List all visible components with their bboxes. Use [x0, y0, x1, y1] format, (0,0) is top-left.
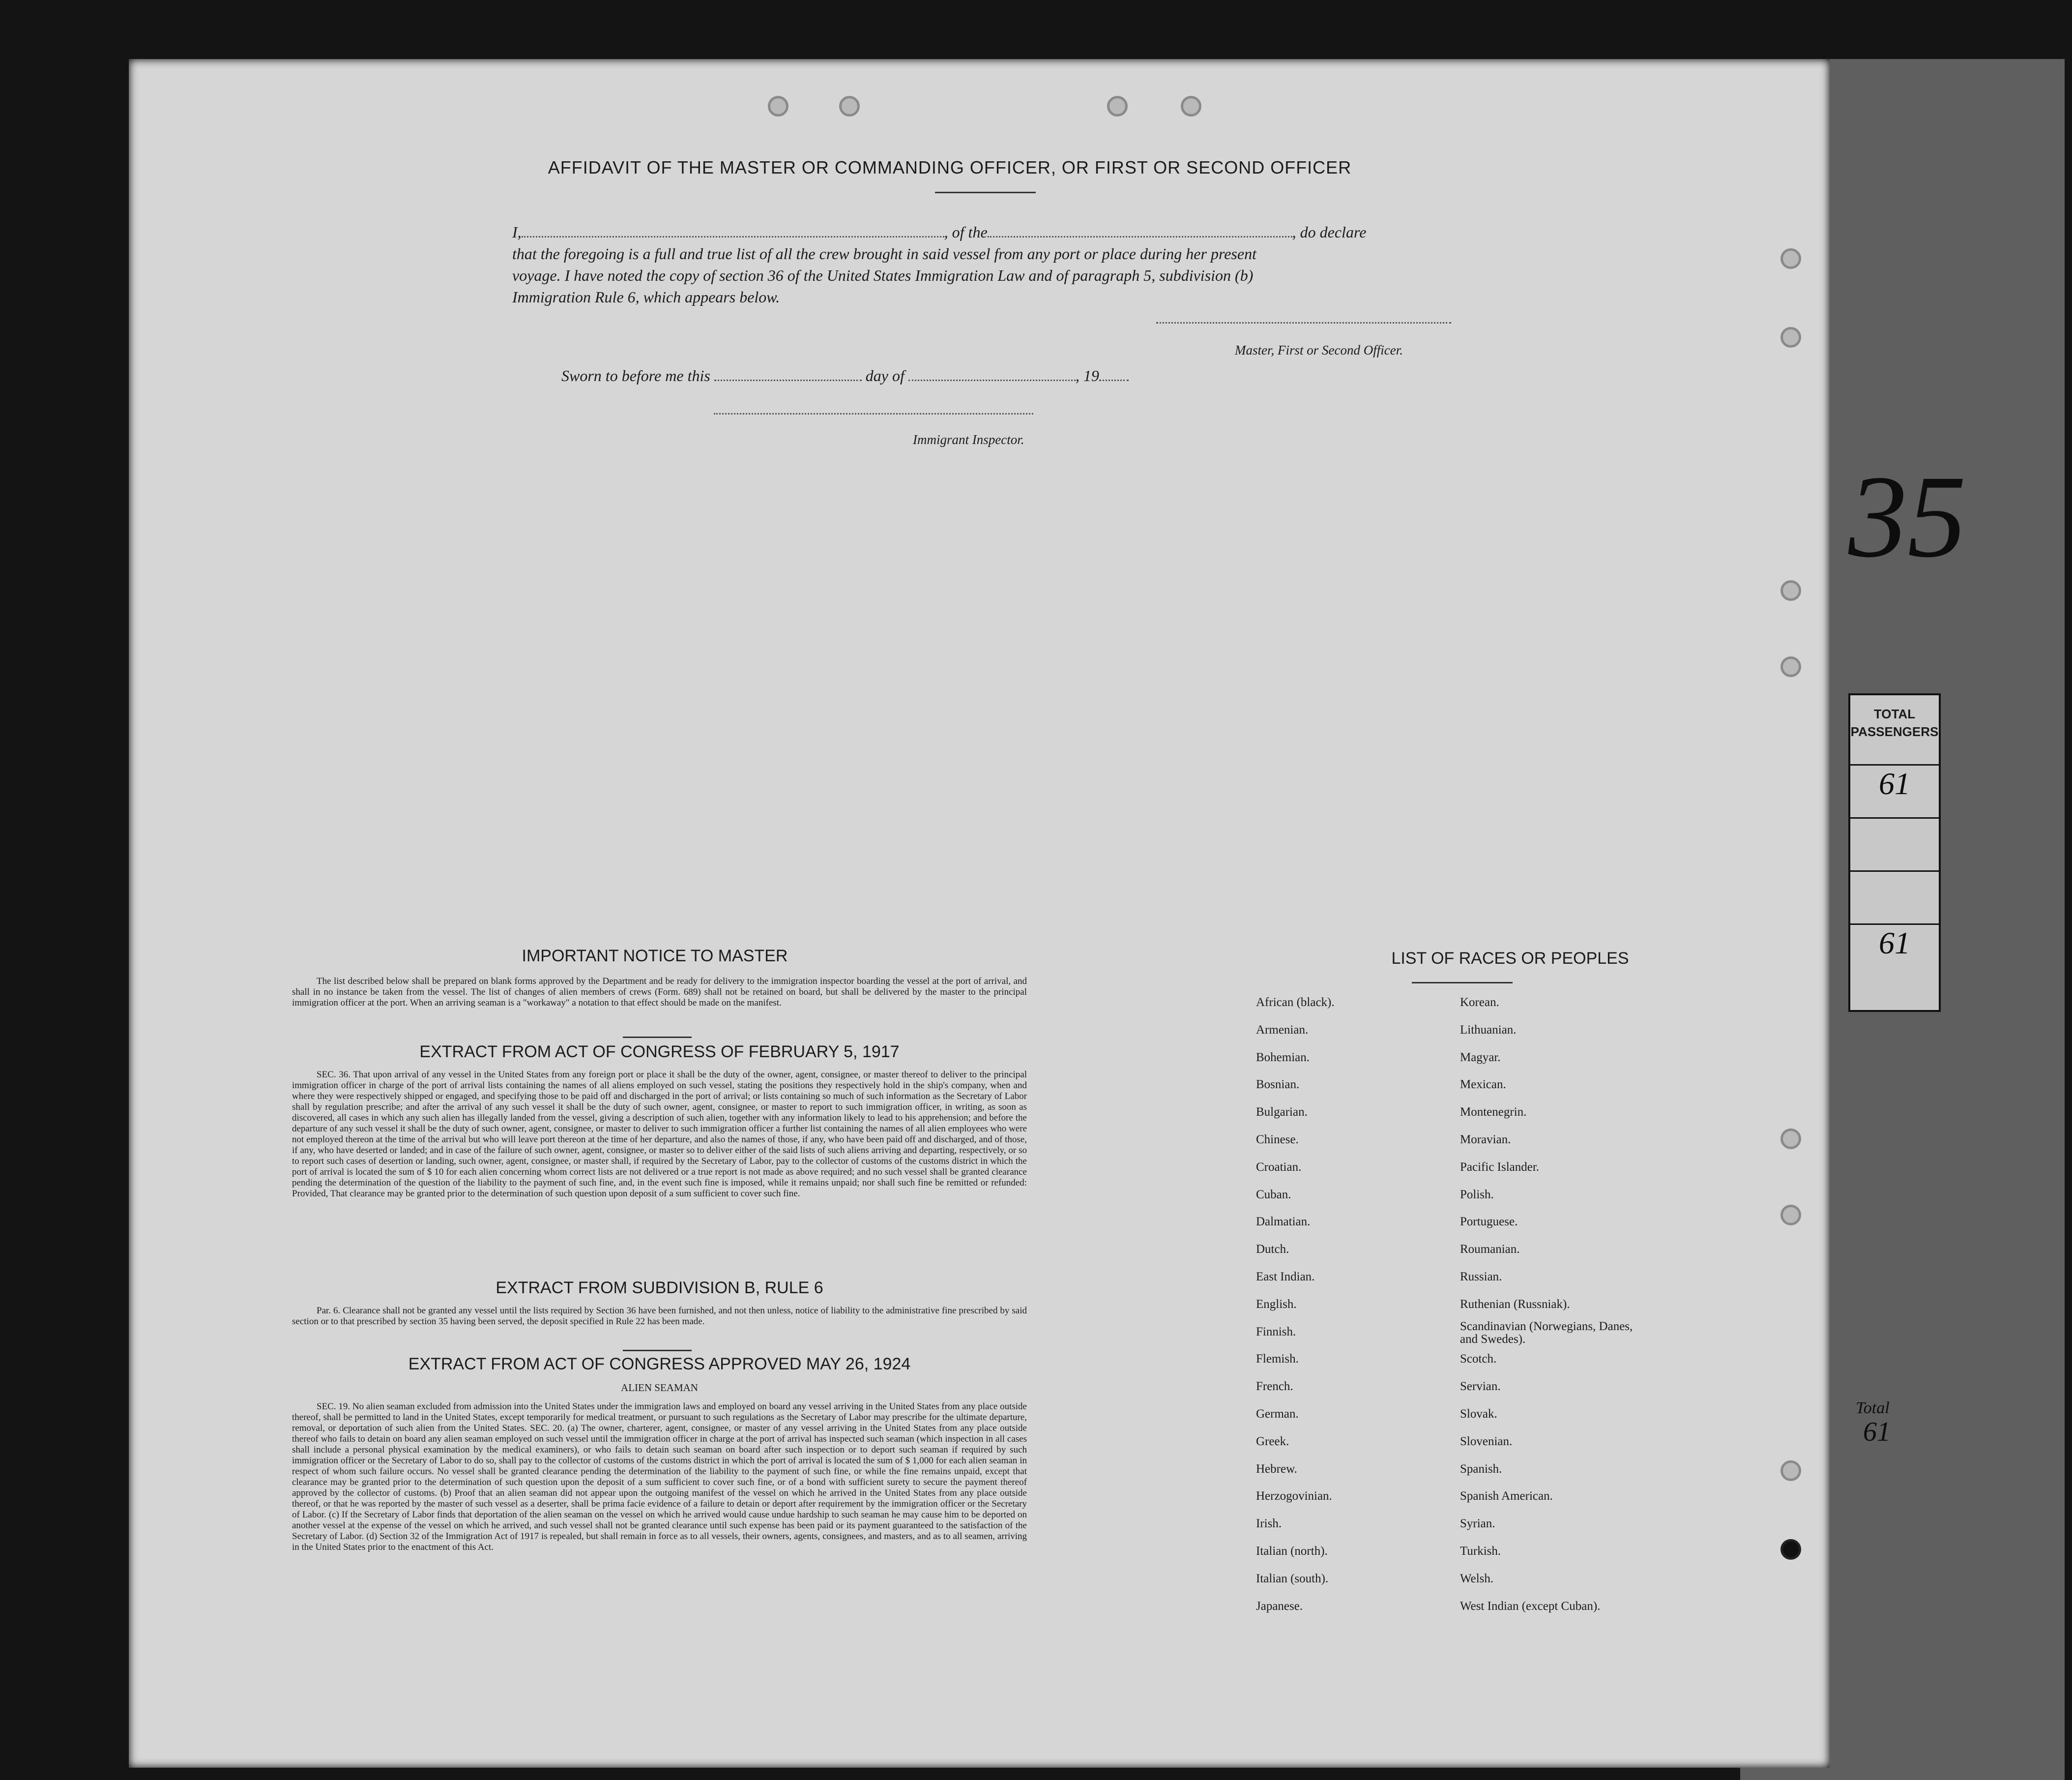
extract-divider [623, 1350, 692, 1351]
race-item: Pacific Islander. [1460, 1160, 1540, 1174]
year-label: , 19 [1075, 367, 1099, 385]
name-blank [522, 236, 944, 237]
extract-1917-title: EXTRACT FROM ACT OF CONGRESS OF FEBRUARY 5, 1917 [419, 1042, 900, 1061]
vessel-blank [988, 236, 1292, 237]
race-item: Dalmatian. [1256, 1215, 1311, 1229]
race-item: Slovenian. [1460, 1434, 1513, 1448]
month-blank [908, 380, 1076, 381]
race-item: Polish. [1460, 1187, 1494, 1201]
punch-hole [1780, 1205, 1801, 1225]
race-item: Russian. [1460, 1270, 1502, 1283]
notice-text: The list described below shall be prepared on blank forms approved by the Department and be ready for delivery to the immigration inspector boarding the vessel at the port of arrival, and shall in no instance be taken from the vessel. The list of changes of alien members of crews (Form. 689) shall not be retained on board, but shall be delivered by the master to the principal immigration officer at the port. When an arriving seaman is a "workaway" a notation to that effect should be made on the manifest. [292, 976, 1027, 1008]
race-item: Bosnian. [1256, 1078, 1300, 1092]
punch-hole [1780, 1128, 1801, 1149]
race-item: Lithuanian. [1460, 1023, 1517, 1037]
race-item: Montenegrin. [1460, 1105, 1527, 1119]
box-value-2: 61 [1879, 925, 1910, 960]
race-item: Ruthenian (Russniak). [1460, 1297, 1570, 1311]
race-item: Roumanian. [1460, 1243, 1520, 1256]
punch-hole [768, 96, 788, 117]
notice-title: IMPORTANT NOTICE TO MASTER [522, 947, 788, 965]
race-item: Flemish. [1256, 1352, 1299, 1366]
race-item: Scotch. [1460, 1352, 1497, 1366]
race-item: Spanish. [1460, 1462, 1502, 1476]
affidavit-title: AFFIDAVIT OF THE MASTER OR COMMANDING OFFICER, OR FIRST OR SECOND OFFICER [548, 157, 1352, 178]
race-item: Spanish American. [1460, 1489, 1553, 1503]
punch-hole [1181, 96, 1201, 117]
race-item: Armenian. [1256, 1023, 1309, 1037]
box-value-1: 61 [1850, 766, 1939, 819]
race-item: Slovak. [1460, 1407, 1497, 1421]
races-divider [1412, 982, 1513, 983]
year-blank [1099, 380, 1129, 381]
punch-hole [1780, 248, 1801, 269]
do-declare-label: , do declare [1292, 223, 1367, 241]
punch-hole [1780, 656, 1801, 677]
race-item: Italian (north). [1256, 1544, 1328, 1558]
affidavit-declaration-line [512, 221, 1584, 243]
race-item: Portuguese. [1460, 1215, 1518, 1229]
punch-hole [1780, 580, 1801, 601]
race-item: Scandinavian (Norwegians, Danes, and Swedes). [1460, 1319, 1633, 1346]
race-item: Bulgarian. [1256, 1105, 1308, 1119]
race-item: Italian (south). [1256, 1572, 1329, 1585]
race-item: Chinese. [1256, 1133, 1299, 1146]
race-item: West Indian (except Cuban). [1460, 1599, 1601, 1613]
race-item: Welsh. [1460, 1572, 1494, 1585]
punch-hole [1780, 1460, 1801, 1481]
affidavit-body-1: that the foregoing is a full and true list of all the crew brought in said vessel from any port or place during her present [512, 245, 1256, 263]
of-the-label: , of the [944, 223, 988, 241]
race-item: French. [1256, 1380, 1293, 1394]
master-signature-line [1156, 322, 1451, 324]
race-item: Finnish. [1256, 1325, 1296, 1338]
race-item: Mexican. [1460, 1078, 1506, 1092]
handwritten-total-value: 61 [1863, 1417, 1891, 1447]
race-item: English. [1256, 1297, 1297, 1311]
race-item: German. [1256, 1407, 1299, 1421]
race-item: Cuban. [1256, 1187, 1291, 1201]
sworn-line [561, 365, 1129, 386]
master-label: Master, First or Second Officer. [1235, 343, 1403, 357]
race-item: Irish. [1256, 1517, 1282, 1531]
extract-1924-text: SEC. 19. No alien seaman excluded from admission into the United States under the immigration laws and employed on board any vessel arriving in the United States from any place outside thereof, shall be permitted to land in the United States, except temporarily for medical treatment, or pursuant to such regulations as the Secretary of Labor may prescribe for the ultimate departure, removal, or deportation of such alien from the United States. SEC. 20. (a) The owner, charterer, agent, consignee, or master of any vessel arriving in the United States from any place outside thereof who fails to detain on board any alien seaman employed on such vessel until the immigration officer in charge at the port of arrival has inspected such seaman (which inspection in all cases shall include a personal physical examination by the medical examiners), or who fails to detain such seaman on board after such inspection or to deport such seaman if required by such immigration officer or the Secretary of Labor to do so, shall pay to the collector of customs of the customs district in which the port of arrival is located the sum of $ 1,000 for each alien seaman in respect of whom such failure occurs. No vessel shall be granted clearance pending the determination of the liability to the payment of such fine, or while the fine remains unpaid, except that clearance may be granted prior to the determination of such question upon the deposit of a sum sufficient to cover such fine, or of a bond with sufficient surety to secure the payment thereof approved by the collector of customs. (b) Proof that an alien seaman did not appear upon the outgoing manifest of the vessel on which he arrived in the United States from any place outside thereof, or that he was reported by the master of such vessel as a deserter, shall be prima facie evidence of a failure to detain or deport after requirement by the immigration officer or the Secretary of Labor. (c) If the Secretary of Labor finds that deportation of the alien seaman on the vessel on which he arrived would cause undue hardship to such seaman he may cause him to be deported on another vessel at the expense of the vessel on which he arrived, and such vessel shall not be granted clearance until such expense has been paid or its payment guaranteed to the satisfaction of the Secretary of Labor. (d) Section 32 of the Immigration Act of 1917 is repealed, but shall remain in force as to all vessels, their owners, agents, consignees, and masters, and as to all seamen, arriving in the United States prior to the enactment of this Act. [292, 1401, 1027, 1552]
inspector-signature-line [714, 413, 1033, 415]
inspector-label: Immigrant Inspector. [913, 432, 1024, 447]
race-item: Servian. [1460, 1380, 1501, 1394]
race-item: Turkish. [1460, 1544, 1501, 1558]
total-passengers-box [1848, 693, 1941, 1012]
punch-hole [1780, 327, 1801, 348]
document-page [129, 59, 1830, 1768]
box-header-total: TOTAL [1873, 707, 1916, 721]
title-divider [935, 192, 1036, 193]
race-item: Magyar. [1460, 1050, 1501, 1064]
i-label: I, [512, 223, 522, 241]
race-item: Dutch. [1256, 1243, 1289, 1256]
sworn-label: Sworn to before me this [561, 367, 710, 385]
race-item: Korean. [1460, 996, 1499, 1009]
race-item: Hebrew. [1256, 1462, 1297, 1476]
extract-rule6-text: Par. 6. Clearance shall not be granted any vessel until the lists required by Section 36 have been furnished, and not then unless, notice of liability to the administrative fine prescribed by said section or to that prescribed by section 35 having been served, the deposit specified in Rule 22 has been made. [292, 1305, 1027, 1327]
extract-divider [623, 1037, 692, 1038]
race-item: Bohemian. [1256, 1050, 1310, 1064]
handwritten-page-number: 35 [1848, 451, 1966, 582]
race-item: Syrian. [1460, 1517, 1495, 1531]
race-item: Moravian. [1460, 1133, 1511, 1146]
race-item: Greek. [1256, 1434, 1289, 1448]
races-title: LIST OF RACES OR PEOPLES [1391, 949, 1629, 968]
race-item: Croatian. [1256, 1160, 1302, 1174]
day-of-label: day of [865, 367, 905, 385]
race-item: Japanese. [1256, 1599, 1303, 1613]
day-blank [714, 380, 862, 381]
race-item: African (black). [1256, 996, 1335, 1009]
alien-seaman-subtitle: ALIEN SEAMAN [621, 1382, 698, 1394]
race-item: East Indian. [1256, 1270, 1315, 1283]
box-header-passengers: PASSENGERS [1850, 724, 1939, 739]
punch-hole [839, 96, 860, 117]
punch-hole [1780, 1539, 1801, 1560]
extract-1924-title: EXTRACT FROM ACT OF CONGRESS APPROVED MAY 26, 1924 [408, 1355, 911, 1373]
handwritten-total-label: Total [1856, 1399, 1890, 1417]
affidavit-body-2: voyage. I have noted the copy of section 36 of the United States Immigration Law and of paragraph 5, subdivision (b) [512, 267, 1254, 284]
extract-rule6-title: EXTRACT FROM SUBDIVISION B, RULE 6 [496, 1278, 823, 1297]
extract-1917-text: SEC. 36. That upon arrival of any vessel in the United States from any foreign port or place it shall be the duty of the owner, agent, consignee, or master thereof to deliver to the principal immigration officer in charge of the port of arrival lists containing the names of all aliens employed on such vessel, stating the positions they respectively hold in the ship's company, when and where they were respectively shipped or engaged, and specifying those to be paid off and discharged in the port of arrival; or lists containing so much of such information as the Secretary of Labor shall by regulation prescribe; and after the arrival of any such vessel it shall be the duty of such owner, agent, consignee, or master to report to such immigration officer, in writing, as soon as discovered, all cases in which any such alien has illegally landed from the vessel, giving a description of such alien, together with any information likely to lead to his apprehension; and before the departure of any such vessel it shall be the duty of such owner, agent, consignee, or master to deliver to such immigration officer a further list containing the names of all alien employees who were not employed thereon at the time of the arrival but who will leave port thereon at the time of her departure, and also the names of those, if any, who have been paid off and discharged, and of those, if any, who have deserted or landed; and in case of the failure of such owner, agent, consignee, or master so to deliver either of the said lists of such aliens arriving and departing, respectively, or so to report such cases of desertion or landing, such owner, agent, consignee, or master shall, if required by the Secretary of Labor, pay to the collector of customs of the customs district in which the port of arrival is located the sum of $ 10 for each alien concerning whom correct lists are not delivered or a true report is not made as above required; and no such vessel shall be granted clearance pending the determination of the question of the liability to the payment of such fine, and, in the event such fine is imposed, while it remains unpaid; nor shall such fine be remitted or refunded: Provided, That clearance may be granted prior to the determination of such question upon deposit of a sum sufficient to cover such fine. [292, 1069, 1027, 1199]
affidavit-body-3: Immigration Rule 6, which appears below. [512, 288, 780, 306]
race-item: Herzogovinian. [1256, 1489, 1332, 1503]
punch-hole [1107, 96, 1128, 117]
